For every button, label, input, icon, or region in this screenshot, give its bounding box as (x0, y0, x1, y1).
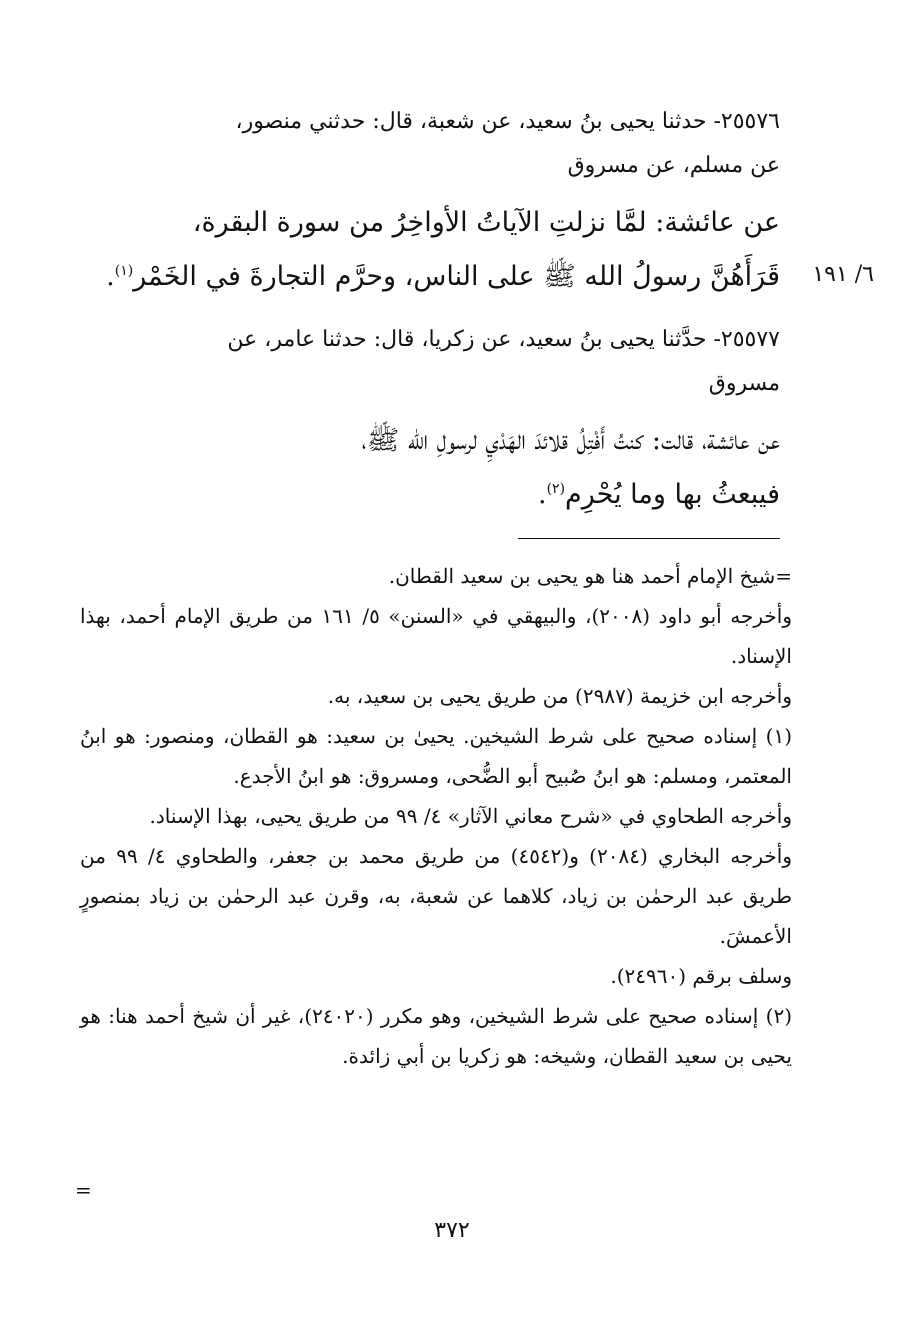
footnote-paragraph: وأخرجه ابن خزيمة (٢٩٨٧) من طريق يحيى بن سعيد، به. (327, 684, 792, 708)
footnote-marker: (٢) (546, 481, 566, 497)
footnote-paragraph: (١) إسناده صحيح على شرط الشيخين. يحيىٰ بن سعيد: هو القطان، ومنصور: هو ابنُ المعتمر، ومسلم: هو ابنُ صُبيح أبو الضُّحى، ومسروق: هو ابنُ الأجدع. (80, 724, 792, 788)
end-mark: . (106, 261, 115, 292)
footnote-paragraph: وأخرجه الطحاوي في «شرح معاني الآثار» ٤/ ٩٩ من طريق يحيى، بهذا الإسناد. (149, 804, 792, 828)
footnote-paragraph: وسلف برقم (٢٤٩٦٠). (610, 964, 792, 988)
matn-line (80, 468, 780, 522)
matn-line (80, 250, 780, 304)
continuation-mark: = (75, 1178, 92, 1202)
footnote-paragraph: وأخرجه البخاري (٢٠٨٤) و(٤٥٤٢) من طريق محمد بن جعفر، والطحاوي ٤/ ٩٩ من طريق عبد الرحمٰن بن زياد، كلاهما عن شعبة، به، وقرن عبد الرحمٰن بن زياد بمنصورٍ الأعمشَ. (80, 844, 792, 948)
margin-reference: ٦/ ١٩١ (812, 262, 874, 287)
hadith-25577-matn (80, 414, 780, 522)
matn-line: عن عائشة، قالت: كنتُ أَفْتِلُ قلائدَ الهَدْيِ لرسولِ الله ﷺ، (361, 425, 780, 456)
hadith-25577-isnad (80, 318, 780, 406)
isnad-line: ٢٥٥٧٦- حدثنا يحيى بنُ سعيد، عن شعبة، قال: حدثني منصور، (235, 109, 780, 134)
footnote-paragraph: (٢) إسناده صحيح على شرط الشيخين، وهو مكرر (٢٤٠٢٠)، غير أن شيخ أحمد هنا: هو يحيى بن سعيد القطان، وشيخه: هو زكريا بن أبي زائدة. (80, 1004, 792, 1068)
footnotes (80, 556, 792, 1076)
isnad-line: ٢٥٥٧٧- حدَّثنا يحيى بنُ سعيد، عن زكريا، قال: حدثنا عامر، عن (227, 327, 780, 352)
footnote-divider (518, 538, 780, 539)
matn-line-text: فيبعثُ بها وما يُحْرِم (565, 479, 780, 510)
footnote-paragraph: =شيخ الإمام أحمد هنا هو يحيى بن سعيد القطان. (388, 564, 792, 588)
end-mark: . (537, 479, 547, 510)
page-number: ٣٧٢ (434, 1218, 470, 1243)
matn-line-text: قَرَأَهُنَّ رسولُ الله ﷺ على الناس، وحرَّم التجارةَ في الخَمْر (133, 261, 780, 292)
hadith-25576-matn (80, 196, 780, 304)
hadith-25576-isnad (80, 100, 780, 188)
matn-line: عن عائشة: لمَّا نزلتِ الآياتُ الأواخِرُ من سورة البقرة، (192, 207, 780, 238)
isnad-line: عن مسلم، عن مسروق (567, 153, 780, 178)
hadith-25576 (80, 100, 780, 304)
isnad-line: مسروق (708, 371, 780, 396)
hadith-25577 (80, 318, 780, 522)
footnote-marker: (١) (114, 263, 134, 279)
footnote-paragraph: وأخرجه أبو داود (٢٠٠٨)، والبيهقي في «السنن» ٥/ ١٦١ من طريق الإمام أحمد، بهذا الإسناد. (80, 604, 792, 668)
